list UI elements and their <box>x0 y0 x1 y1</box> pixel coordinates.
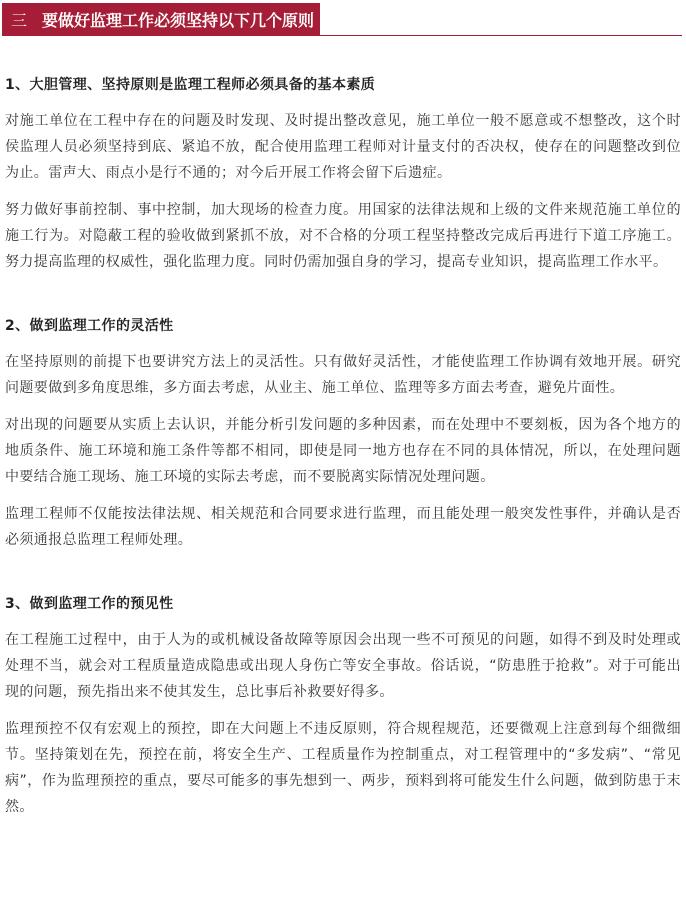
subheading-2: 2、做到监理工作的灵活性 <box>5 318 174 334</box>
section-title: 要做好监理工作必须坚持以下几个原则 <box>42 11 315 30</box>
subheading-3: 3、做到监理工作的预见性 <box>5 596 174 612</box>
section-number: 三 <box>10 11 27 30</box>
subheading-1: 1、大胆管理、坚持原则是监理工程师必须具备的基本素质 <box>5 77 376 93</box>
paragraph: 监理工程师不仅能按法律法规、相关规范和合同要求进行监理，而且能处理一般突发性事件，并确认是否必须通报总监理工程师处理。 <box>5 506 681 548</box>
section-spacer <box>5 286 681 313</box>
section-spacer <box>5 564 681 591</box>
paragraph: 在工程施工过程中，由于人为的或机械设备故障等原因会出现一些不可预见的问题，如得不到及时处理或处理不当，就会对工程质量造成隐患或出现人身伤亡等安全事故。俗话说，“防患胜于抢救”。对于可能出现的问题，预先指出来不使其发生，总比事后补救要好得多。 <box>5 632 681 700</box>
banner-underline <box>2 35 682 36</box>
article-body <box>5 72 681 831</box>
paragraph: 对施工单位在工程中存在的问题及时发现、及时提出整改意见，施工单位一般不愿意或不想整改，这个时侯监理人员必须坚持到底、紧追不放，配合使用监理工程师对计量支付的否决权，使存在的问题整改到位为止。雷声大、雨点小是行不通的；对今后开展工作将会留下后遗症。 <box>5 113 681 181</box>
paragraph: 在坚持原则的前提下也要讲究方法上的灵活性。只有做好灵活性，才能使监理工作协调有效地开展。研究问题要做到多角度思维，多方面去考虑，从业主、施工单位、监理等多方面去考查，避免片面性。 <box>5 354 681 396</box>
section-banner <box>2 3 320 36</box>
paragraph: 对出现的问题要从实质上去认识，并能分析引发问题的多种因素，而在处理中不要刻板，因为各个地方的地质条件、施工环境和施工条件等都不相同，即使是同一地方也存在不同的具体情况，所以，在处理问题中要结合施工现场、施工环境的实际去考虑，而不要脱离实际情况处理问题。 <box>5 417 681 485</box>
paragraph: 监理预控不仅有宏观上的预控，即在大问题上不违反原则，符合规程规范，还要微观上注意到每个细微细节。坚持策划在先，预控在前，将安全生产、工程质量作为控制重点，对工程管理中的“多发病”、“常见病”，作为监理预控的重点，要尽可能多的事先想到一、两步，预料到将可能发生什么问题，做到防患于末然。 <box>5 721 681 815</box>
paragraph: 努力做好事前控制、事中控制，加大现场的检查力度。用国家的法律法规和上级的文件来规范施工单位的施工行为。对隐蔽工程的验收做到紧抓不放，对不合格的分项工程坚持整改完成后再进行下道工序施工。努力提高监理的权威性，强化监理力度。同时仍需加强自身的学习，提高专业知识，提高监理工作水平。 <box>5 202 681 270</box>
